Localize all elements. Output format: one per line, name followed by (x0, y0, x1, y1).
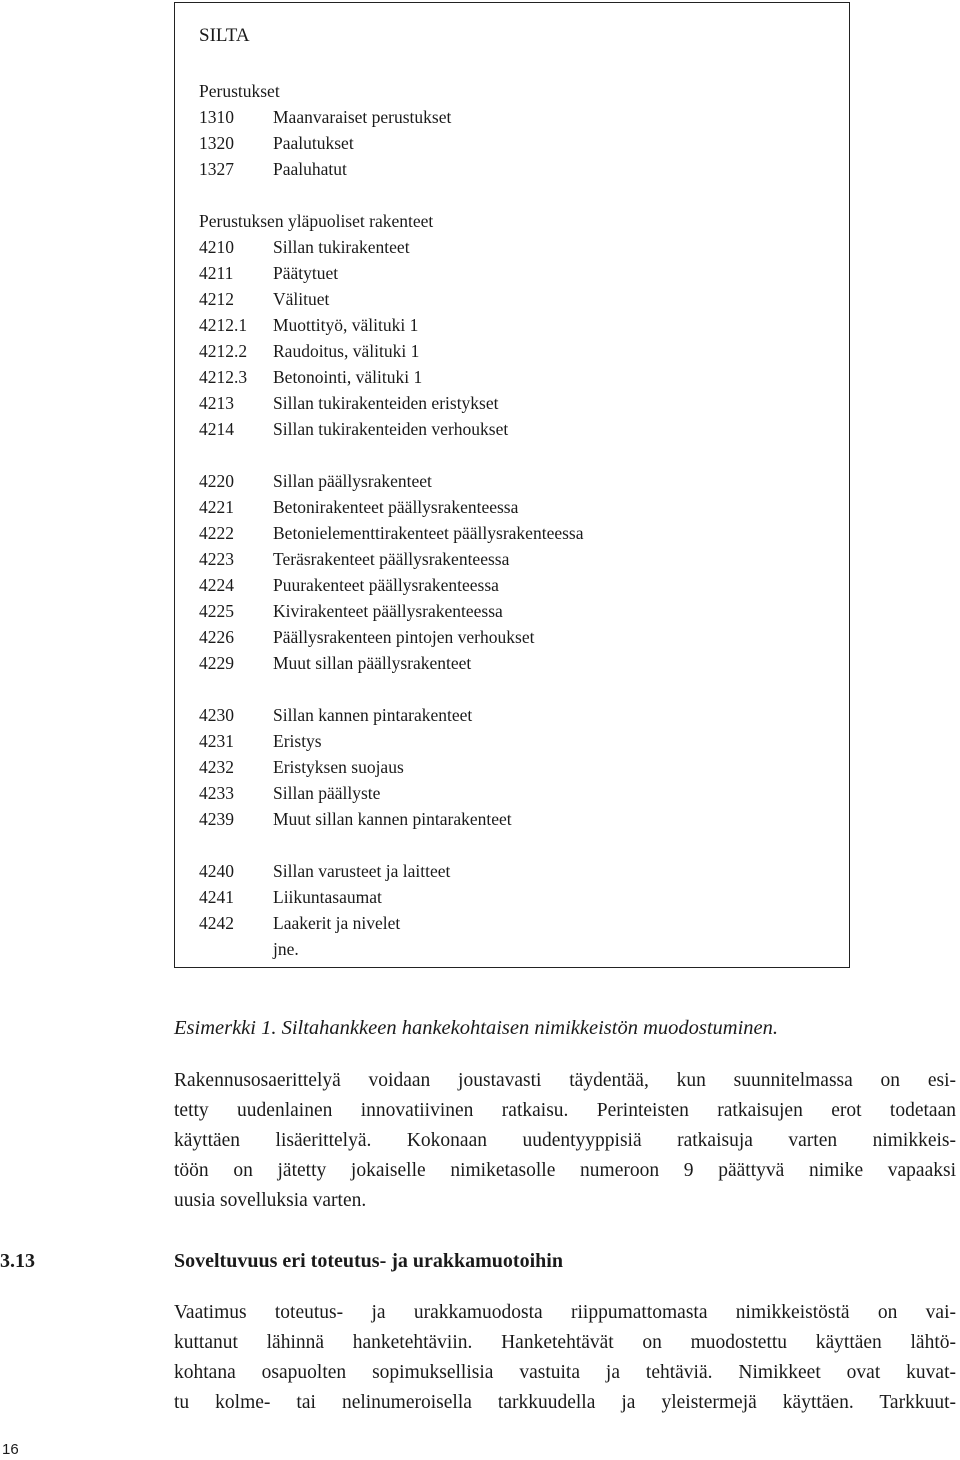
paragraph-line: Rakennusosaerittelyä voidaan joustavasti täydentää, kun suunnitelmassa on esi- (174, 1070, 956, 1091)
item-label: Paalutukset (273, 133, 354, 153)
item-label: Eristyksen suojaus (273, 757, 404, 777)
code-row (199, 650, 584, 676)
item-label: Muut sillan päällysrakenteet (273, 653, 472, 673)
item-code: 4212.1 (199, 315, 248, 335)
paragraph-line: tu kolme- tai nelinumeroisella tarkkuudella ja yleistermejä käyttäen. Tarkkuut- (174, 1392, 956, 1413)
code-row (199, 728, 584, 754)
item-code: 1310 (199, 107, 234, 127)
item-label: Teräsrakenteet päällysrakenteessa (273, 549, 510, 569)
paragraph-line: uusia sovelluksia varten. (174, 1190, 367, 1211)
paragraph-line: käyttäen lisäerittelyä. Kokonaan uudentyyppisiä ratkaisuja varten nimikkeis- (174, 1130, 956, 1151)
code-group (199, 858, 584, 962)
item-code: 1320 (199, 133, 234, 153)
item-code: 4212.2 (199, 341, 248, 361)
item-label: Betonirakenteet päällysrakenteessa (273, 497, 519, 517)
code-row (199, 806, 584, 832)
section-number: 3.13 (0, 1250, 35, 1272)
item-code: 4220 (199, 471, 234, 491)
item-label: Maanvaraiset perustukset (273, 107, 452, 127)
item-label: Sillan tukirakenteiden verhoukset (273, 419, 509, 439)
item-label: Sillan tukirakenteet (273, 237, 410, 257)
code-row (199, 780, 584, 806)
code-group (199, 78, 584, 182)
example-box (174, 2, 850, 968)
code-row (199, 494, 584, 520)
item-code: 4229 (199, 653, 234, 673)
code-row (199, 468, 584, 494)
paragraph-1 (174, 1066, 956, 1216)
item-label: Sillan kannen pintarakenteet (273, 705, 473, 725)
item-code: 4232 (199, 757, 234, 777)
code-row (199, 624, 584, 650)
code-row (199, 234, 584, 260)
code-row (199, 104, 584, 130)
code-row (199, 572, 584, 598)
code-row (199, 754, 584, 780)
group-heading: Perustuksen yläpuoliset rakenteet (199, 211, 434, 231)
item-label: Sillan varusteet ja laitteet (273, 861, 451, 881)
paragraph-line: kuttanut lähinnä hanketehtäviin. Hanketehtävät on muodostettu käyttäen lähtö- (174, 1332, 956, 1353)
item-code: 4239 (199, 809, 234, 829)
item-code: 4223 (199, 549, 234, 569)
item-code: 4211 (199, 263, 234, 283)
item-code: 4231 (199, 731, 234, 751)
paragraph-2 (174, 1298, 956, 1418)
item-code: 4230 (199, 705, 234, 725)
code-row (199, 702, 584, 728)
item-code: 4233 (199, 783, 234, 803)
code-group (199, 468, 584, 676)
item-code: 1327 (199, 159, 234, 179)
code-group (199, 702, 584, 832)
item-label: Liikuntasaumat (273, 887, 382, 907)
item-label: Kivirakenteet päällysrakenteessa (273, 601, 503, 621)
code-row (199, 936, 584, 962)
code-row (199, 416, 584, 442)
item-code: 4241 (199, 887, 234, 907)
paragraph-line: töön on jätetty jokaiselle nimiketasolle numeroon 9 päättyvä nimike vapaaksi (174, 1160, 956, 1181)
code-list (199, 78, 584, 988)
code-row (199, 520, 584, 546)
code-row (199, 156, 584, 182)
box-title: SILTA (199, 25, 250, 46)
item-label: Sillan päällysrakenteet (273, 471, 432, 491)
paragraph-line: tetty uudenlainen innovatiivinen ratkaisu. Perinteisten ratkaisujen erot todetaan (174, 1100, 956, 1121)
code-group (199, 208, 584, 442)
code-row (199, 884, 584, 910)
figure-caption: Esimerkki 1. Siltahankkeen hankekohtaisen nimikkeistön muodostuminen. (174, 1017, 779, 1039)
item-label: Muottityö, välituki 1 (273, 315, 419, 335)
item-code: 4213 (199, 393, 234, 413)
code-row (199, 390, 584, 416)
item-label: Päällysrakenteen pintojen verhoukset (273, 627, 535, 647)
item-label: Eristys (273, 731, 322, 751)
item-label: Raudoitus, välituki 1 (273, 341, 420, 361)
item-label: Laakerit ja nivelet (273, 913, 401, 933)
item-label: Paaluhatut (273, 159, 347, 179)
paragraph-line: kohtana osapuolten sopimuksellisia vastuita ja tehtäviä. Nimikkeet ovat kuvat- (174, 1362, 956, 1383)
code-row (199, 910, 584, 936)
item-code: 4222 (199, 523, 234, 543)
item-label: Betonointi, välituki 1 (273, 367, 423, 387)
item-code: 4226 (199, 627, 234, 647)
item-code: 4225 (199, 601, 234, 621)
item-label: Välituet (273, 289, 330, 309)
code-row (199, 546, 584, 572)
group-heading: Perustukset (199, 81, 280, 101)
item-code: 4212.3 (199, 367, 248, 387)
item-code: 4214 (199, 419, 234, 439)
item-code: 4240 (199, 861, 234, 881)
item-code: 4210 (199, 237, 234, 257)
item-code: 4221 (199, 497, 234, 517)
code-row (199, 858, 584, 884)
item-code: 4224 (199, 575, 234, 595)
code-row (199, 130, 584, 156)
paragraph-line: Vaatimus toteutus- ja urakkamuodosta riippumattomasta nimikkeistöstä on vai- (174, 1302, 956, 1323)
item-code: 4242 (199, 913, 234, 933)
code-row (199, 286, 584, 312)
item-label: Muut sillan kannen pintarakenteet (273, 809, 512, 829)
code-row (199, 260, 584, 286)
item-label: Puurakenteet päällysrakenteessa (273, 575, 499, 595)
code-row (199, 598, 584, 624)
item-label: Sillan päällyste (273, 783, 381, 803)
item-label: Sillan tukirakenteiden eristykset (273, 393, 499, 413)
code-row (199, 312, 584, 338)
page-number: 16 (2, 1441, 19, 1458)
item-label: jne. (273, 939, 299, 959)
code-row (199, 364, 584, 390)
code-row (199, 338, 584, 364)
item-label: Päätytuet (273, 263, 339, 283)
item-label: Betonielementtirakenteet päällysrakenteessa (273, 523, 584, 543)
item-code: 4212 (199, 289, 234, 309)
section-title: Soveltuvuus eri toteutus- ja urakkamuotoihin (174, 1250, 563, 1272)
